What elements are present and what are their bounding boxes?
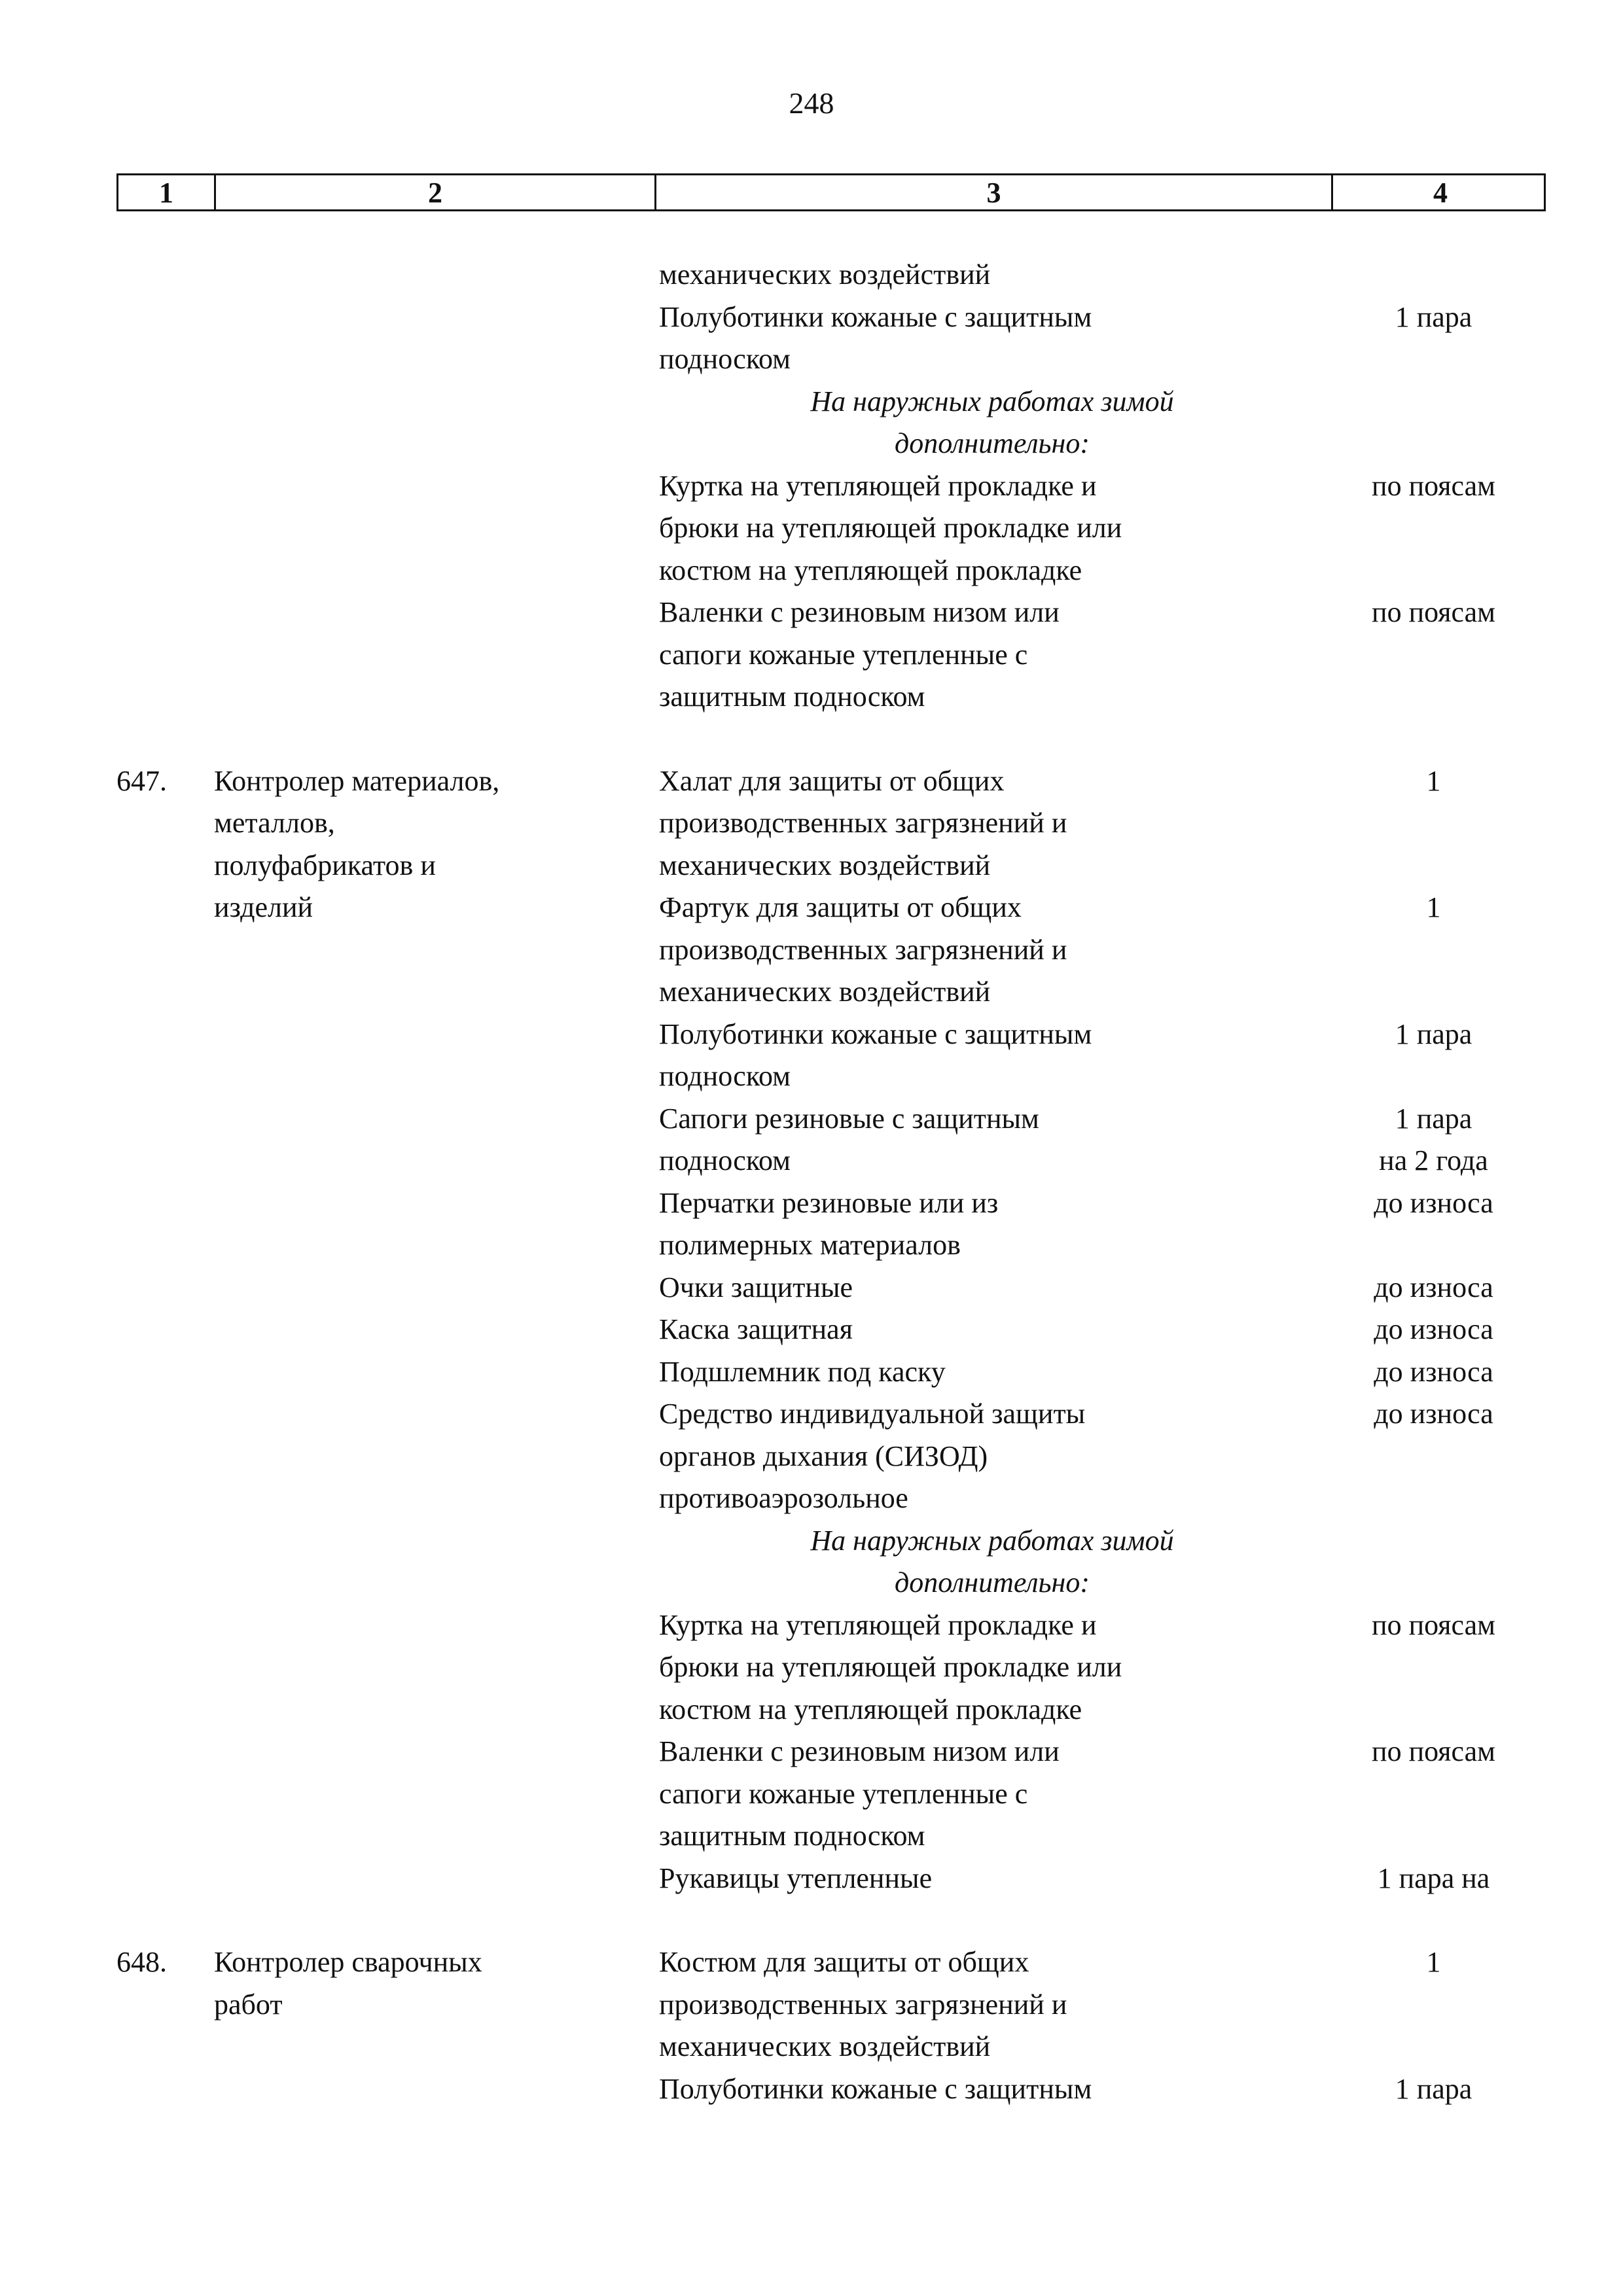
row-number — [116, 254, 214, 718]
ppe-item — [659, 1351, 1542, 1394]
ppe-item-norm: до износа — [1374, 1271, 1493, 1303]
ppe-item-norm: 1 — [1426, 1946, 1441, 1978]
ppe-item-name: Полуботинки кожаные с защитным подноском — [659, 300, 1092, 375]
ppe-item-name: Халат для защиты от общих производственных загрязнений и механических воздействий — [659, 764, 1067, 881]
table-row — [0, 254, 1623, 718]
ppe-item — [659, 296, 1542, 381]
header-col-2: 2 — [214, 175, 654, 209]
ppe-item-name: Каска защитная — [659, 1313, 853, 1345]
ppe-item — [659, 465, 1542, 592]
ppe-item — [659, 1941, 1542, 2068]
ppe-item-norm: до износа — [1374, 1186, 1493, 1219]
ppe-item — [659, 887, 1542, 1014]
occupation-name — [214, 254, 659, 718]
ppe-item-norm: по поясам — [1372, 1608, 1495, 1641]
ppe-item-name: Очки защитные — [659, 1271, 853, 1303]
ppe-item-name: Фартук для защиты от общих производственных загрязнений и механических воздействий — [659, 891, 1067, 1008]
ppe-item-name: Сапоги резиновые с защитным подноском — [659, 1102, 1039, 1176]
ppe-item-norm: до износа — [1374, 1355, 1493, 1388]
occupation-name: Контролер материалов, металлов, полуфабрикатов и изделий — [214, 764, 500, 923]
header-col-4: 4 — [1331, 175, 1548, 209]
ppe-item — [659, 1182, 1542, 1267]
ppe-item — [659, 592, 1542, 718]
table-header — [116, 173, 1546, 211]
ppe-item-name: Средство индивидуальной защиты органов дыхания (СИЗОД) противоаэрозольное — [659, 1398, 1086, 1514]
ppe-item-norm: до износа — [1374, 1398, 1493, 1430]
row-number: 648. — [116, 1946, 167, 1978]
table-body — [0, 254, 1623, 2152]
ppe-item-name: Полуботинки кожаные с защитным подноском — [659, 1017, 1092, 1092]
ppe-item-norm: 1 — [1426, 891, 1441, 923]
ppe-item-name: механических воздействий — [659, 258, 991, 291]
ppe-item-name: Полуботинки кожаные с защитным — [659, 2072, 1092, 2105]
ppe-item-name: Костюм для защиты от общих производственных загрязнений и механических воздействий — [659, 1946, 1067, 2062]
row-number: 647. — [116, 764, 167, 797]
header-col-1: 1 — [159, 176, 173, 209]
ppe-item — [659, 1858, 1542, 1900]
ppe-item-norm: 1 пара — [1395, 2072, 1472, 2105]
ppe-item — [659, 1393, 1542, 1520]
ppe-item-name: Рукавицы утепленные — [659, 1862, 933, 1894]
ppe-item-norm: 1 пара — [1395, 300, 1472, 333]
ppe-item-norm: по поясам — [1372, 1735, 1495, 1767]
ppe-item — [659, 1267, 1542, 1309]
ppe-item — [659, 1309, 1542, 1351]
ppe-item-norm: 1 — [1426, 764, 1441, 797]
ppe-item-norm: 1 пара на — [1377, 1862, 1490, 1894]
ppe-list — [659, 1941, 1542, 2110]
ppe-item — [659, 1098, 1542, 1182]
page-number: 248 — [789, 86, 834, 120]
ppe-list — [659, 760, 1542, 1900]
subheading: На наружных работах зимой дополнительно: — [810, 1524, 1174, 1598]
ppe-item-norm — [1325, 254, 1542, 296]
ppe-item-name: Подшлемник под каску — [659, 1355, 946, 1388]
ppe-item-norm: 1 пара на 2 года — [1379, 1102, 1488, 1176]
ppe-item — [659, 1731, 1542, 1858]
ppe-item — [659, 1604, 1542, 1731]
ppe-item-name: Куртка на утепляющей прокладке и брюки на утепляющей прокладке или костюм на утепляющей прокладке — [659, 469, 1122, 586]
subheading: На наружных работах зимой дополнительно: — [810, 385, 1174, 459]
ppe-list — [659, 254, 1542, 718]
ppe-item-norm: до износа — [1374, 1313, 1493, 1345]
ppe-item — [659, 760, 1542, 887]
occupation-name: Контролер сварочных работ — [214, 1946, 482, 2021]
ppe-item-name: Валенки с резиновым низом или сапоги кожаные утепленные с защитным подноском — [659, 1735, 1060, 1852]
table-row — [0, 760, 1623, 1900]
ppe-item-norm: 1 пара — [1395, 1017, 1472, 1050]
ppe-item-name: Перчатки резиновые или из полимерных материалов — [659, 1186, 999, 1261]
ppe-item-norm: по поясам — [1372, 469, 1495, 502]
ppe-item — [659, 254, 1542, 296]
ppe-item-name: Валенки с резиновым низом или сапоги кожаные утепленные с защитным подноском — [659, 596, 1060, 713]
ppe-item-name: Куртка на утепляющей прокладке и брюки на утепляющей прокладке или костюм на утепляющей прокладке — [659, 1608, 1122, 1725]
table-row — [0, 1941, 1623, 2110]
ppe-item — [659, 1014, 1542, 1098]
ppe-item-norm: по поясам — [1372, 596, 1495, 628]
header-col-3: 3 — [654, 175, 1331, 209]
ppe-item — [659, 2068, 1542, 2111]
